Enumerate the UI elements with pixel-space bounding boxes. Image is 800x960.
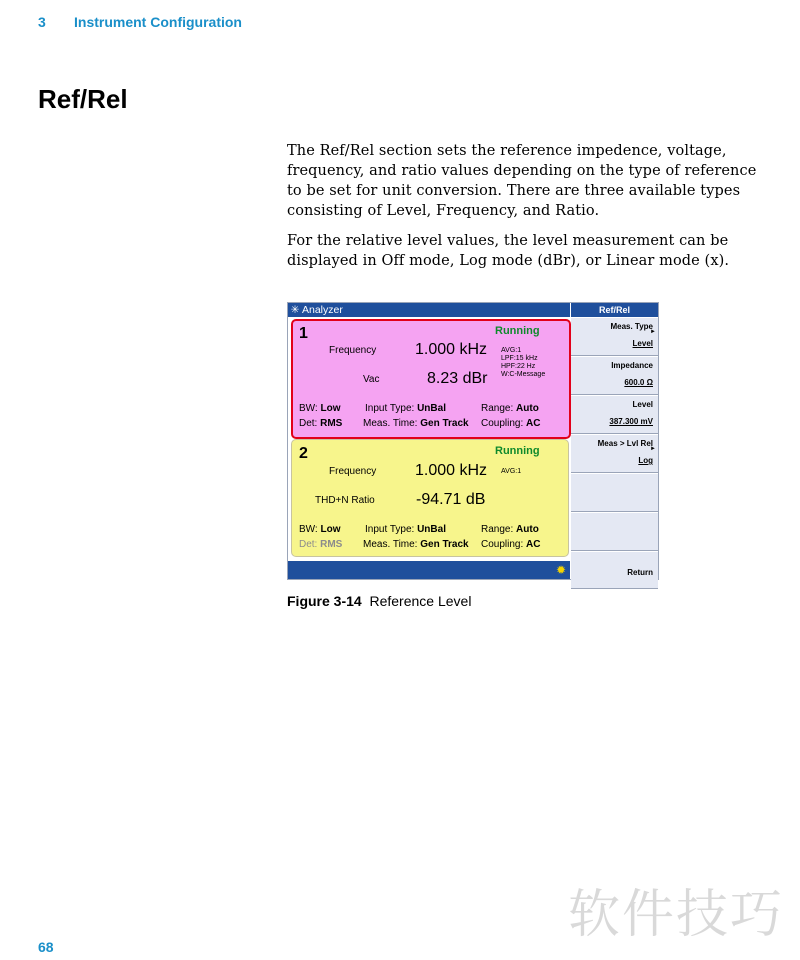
meas-label: THD+N Ratio [315,495,375,506]
softkey-label: Return [627,568,653,577]
input-type-value: UnBal [417,403,446,414]
coupling-label: Coupling: [481,418,524,429]
softkey-empty[interactable] [571,473,658,512]
coupling-value: AC [526,539,541,550]
input-type-label: Input Type: [365,524,415,535]
meas-time-value: Gen Track [420,539,469,550]
status-bar [288,561,570,579]
submenu-arrow-icon: ► [650,446,656,452]
submenu-arrow-icon: ► [650,329,656,335]
bw-value: Low [320,403,341,414]
indicator-icon: ✹ [555,563,566,577]
filter-weighting: W:C-Message [501,371,546,378]
paragraph-2: For the relative level values, the level measurement can be displayed in Off mode, Log mode (dBr), or Linear mode (x). [287,233,730,269]
meas-value: -94.71 dB [416,491,486,508]
measurement-panel-2 [291,439,569,557]
softkey-return[interactable] [571,551,658,589]
det-label: Det: [299,539,318,550]
softkey-value: 600.0 Ω [624,378,653,387]
range-value: Auto [516,403,539,414]
status-running: Running [495,325,540,337]
bw-label: BW: [299,403,318,414]
filter-hpf: HPF:22 Hz [501,363,536,370]
softkey-menu [571,303,658,579]
bw-label: BW: [299,524,318,535]
watermark: 软件技巧 [568,885,785,945]
softkey-empty[interactable] [571,512,658,551]
page-number: 68 [38,939,54,955]
det-label: Det: [299,418,318,429]
softkey-impedance[interactable] [571,356,658,395]
figure-title: Reference Level [369,593,472,609]
analyzer-titlebar [288,303,570,317]
meas-time-label: Meas. Time: [363,418,418,429]
softkey-level[interactable] [571,395,658,434]
analyzer-title: Analyzer [302,304,343,316]
freq-label: Frequency [329,345,377,356]
range-value: Auto [516,524,539,535]
freq-label: Frequency [329,466,377,477]
softkey-menu-title: Ref/Rel [571,303,658,317]
chapter-number: 3 [38,14,46,30]
range-label: Range: [481,524,514,535]
meas-value: 8.23 dBr [427,370,488,387]
analyzer-screenshot [287,302,659,580]
section-title: Ref/Rel [38,84,128,114]
softkey-label: Impedance [611,361,653,370]
chapter-title: Instrument Configuration [74,14,242,30]
softkey-label: Meas. Type [610,322,653,331]
filter-avg: AVG:1 [501,468,522,475]
bw-value: Low [320,524,341,535]
softkey-value: Level [632,339,653,348]
meas-time-value: Gen Track [420,418,469,429]
paragraph-1: The Ref/Rel section sets the reference impedence, voltage, frequency, and ratio values depending on the type of reference to be set for unit conversion. There are three available types consisting of Level, Frequency, and Ratio. [287,143,757,219]
softkey-value: 387.300 mV [609,417,653,426]
meas-time-label: Meas. Time: [363,539,418,550]
figure-number: Figure 3-14 [287,593,362,609]
coupling-value: AC [526,418,541,429]
meas-label: Vac [363,374,380,385]
status-running: Running [495,445,540,457]
softkey-label: Meas > Lvl Rel [597,439,653,448]
panel-number: 1 [299,325,308,342]
figure-caption [287,593,471,609]
softkey-label: Level [632,400,653,409]
det-value: RMS [320,418,343,429]
det-value: RMS [320,539,343,550]
softkey-meas-type[interactable] [571,317,658,356]
freq-value: 1.000 kHz [415,341,488,358]
filter-avg: AVG:1 [501,347,522,354]
freq-value: 1.000 kHz [415,462,488,479]
coupling-label: Coupling: [481,539,524,550]
range-label: Range: [481,403,514,414]
measurement-panel-1 [291,319,571,439]
input-type-value: UnBal [417,524,446,535]
softkey-meas-lvl-rel[interactable] [571,434,658,473]
panel-number: 2 [299,445,308,462]
softkey-value: Log [638,456,653,465]
input-type-label: Input Type: [365,403,415,414]
sun-icon: ✳ [290,304,300,316]
filter-lpf: LPF:15 kHz [501,355,538,362]
